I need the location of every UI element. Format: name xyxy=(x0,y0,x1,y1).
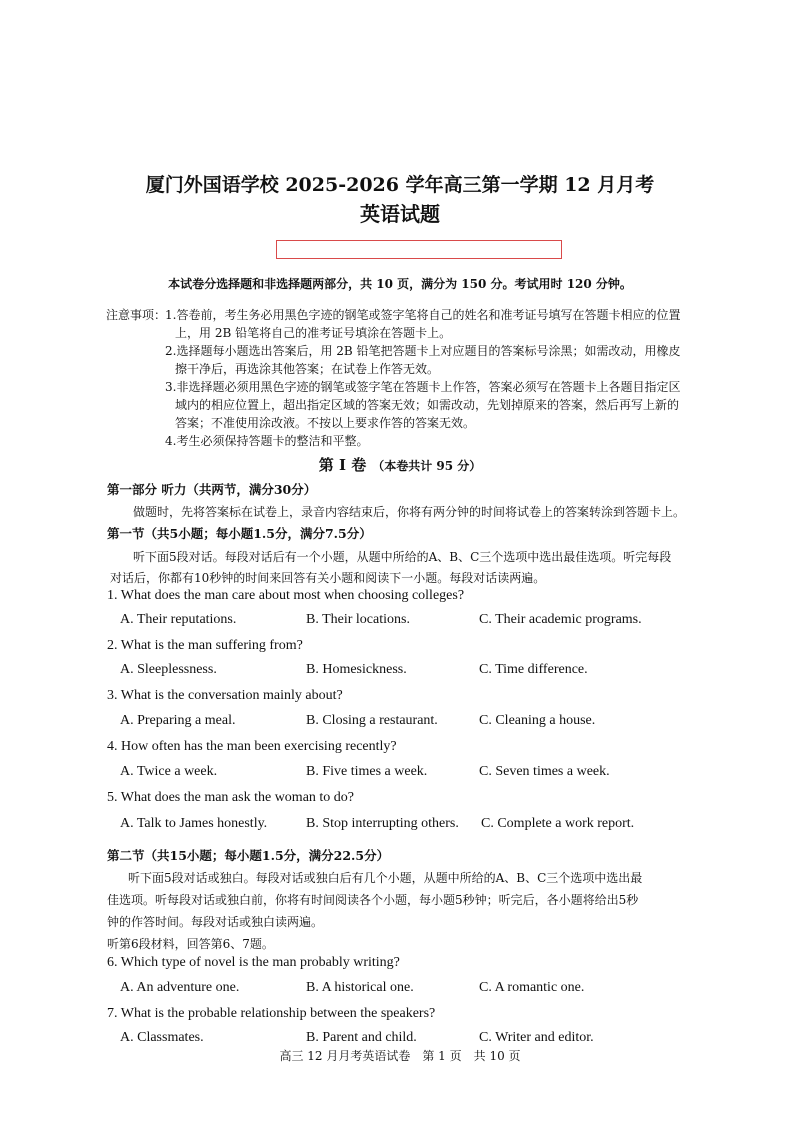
exam-intro: 本试卷分选择题和非选择题两部分，共 10 页，满分为 150 分。考试用时 120 分钟。 xyxy=(168,277,632,291)
option-a: A. Twice a week. xyxy=(120,764,218,779)
option-a: A. Talk to James honestly. xyxy=(120,816,268,831)
option-c: C. Cleaning a house. xyxy=(479,713,596,728)
material-note: 听第6段材料，回答第6、7题。 xyxy=(107,937,274,951)
option-c: C. Complete a work report. xyxy=(481,816,635,831)
notice-line: 答案；不准使用涂改液。不按以上要求作答的答案无效。 xyxy=(175,416,476,430)
option-b: B. Five times a week. xyxy=(306,764,428,779)
option-b: B. Stop interrupting others. xyxy=(306,816,459,831)
option-a: A. Sleeplessness. xyxy=(120,662,217,677)
option-a: A. Preparing a meal. xyxy=(120,713,236,728)
section-2-heading: 第二节（共15小题；每小题1.5分，满分22.5分） xyxy=(107,848,390,863)
section-note: （本卷共计 95 分） xyxy=(372,459,482,473)
section-1-instruction: 听下面5段对话。每段对话后有一个小题，从题中所给的A、B、C三个选项中选出最佳选项。听完每段 xyxy=(133,550,672,564)
option-a: A. An adventure one. xyxy=(120,980,240,995)
option-b: B. Closing a restaurant. xyxy=(306,713,438,728)
question-text: 6. Which type of novel is the man probably writing? xyxy=(107,955,400,970)
section-1-heading: 第一节（共5小题；每小题1.5分，满分7.5分） xyxy=(107,526,372,541)
exam-subtitle: 英语试题 xyxy=(360,202,440,226)
notice-line: 2.选择题每小题选出答案后，用 2B 铅笔把答题卡上对应题目的答案标号涂黑；如需改动，用橡皮 xyxy=(165,344,681,358)
notice-line: 擦干净后，再选涂其他答案；在试卷上作答无效。 xyxy=(175,362,440,376)
option-b: B. Homesickness. xyxy=(306,662,407,677)
option-c: C. Time difference. xyxy=(479,662,588,677)
question-text: 1. What does the man care about most when choosing colleges? xyxy=(107,588,465,603)
question-text: 4. How often has the man been exercising recently? xyxy=(107,739,397,754)
option-b: B. A historical one. xyxy=(306,980,414,995)
notice-line: 4.考生必须保持答题卡的整洁和平整。 xyxy=(165,434,369,448)
option-c: C. Their academic programs. xyxy=(479,612,642,627)
notice-line: 上，用 2B 铅笔将自己的准考证号填涂在答题卡上。 xyxy=(175,326,452,340)
option-c: C. Seven times a week. xyxy=(479,764,610,779)
notice-line: 1.答卷前，考生务必用黑色字迹的钢笔或签字笔将自己的姓名和准考证号填写在答题卡相应的位置 xyxy=(165,308,681,322)
question-text: 5. What does the man ask the woman to do? xyxy=(107,790,355,805)
part-instruction: 做题时，先将答案标在试卷上，录音内容结束后，你将有两分钟的时间将试卷上的答案转涂到答题卡上。 xyxy=(133,505,686,519)
option-b: B. Their locations. xyxy=(306,612,410,627)
notice-label: 注意事项： xyxy=(106,308,167,322)
section-2-instruction: 钟的作答时间。每段对话或独白读两遍。 xyxy=(107,915,324,929)
option-c: C. Writer and editor. xyxy=(479,1030,594,1045)
option-a: A. Their reputations. xyxy=(120,612,237,627)
page-footer: 高三 12 月月考英语试卷 第 1 页 共 10 页 xyxy=(279,1049,521,1063)
notice-line: 域内的相应位置上，超出指定区域的答案无效；如需改动，先划掉原来的答案，然后再写上新的 xyxy=(175,398,680,412)
section-2-instruction: 佳选项。听每段对话或独白前，你将有时间阅读各个小题，每小题5秒钟；听完后，各小题将给出5秒 xyxy=(107,893,639,907)
exam-title: 厦门外国语学校 2025-2026 学年高三第一学期 12 月月考 xyxy=(145,174,655,196)
section-2-instruction: 听下面5段对话或独白。每段对话或独白后有几个小题，从题中所给的A、B、C三个选项中选出最 xyxy=(128,871,643,885)
option-c: C. A romantic one. xyxy=(479,980,585,995)
question-text: 7. What is the probable relationship between the speakers? xyxy=(107,1006,436,1021)
question-text: 2. What is the man suffering from? xyxy=(107,638,303,653)
question-text: 3. What is the conversation mainly about? xyxy=(107,688,343,703)
section-title: 第 I 卷 xyxy=(318,456,367,474)
student-info-box xyxy=(276,240,562,259)
part-heading: 第一部分 听力（共两节，满分30分） xyxy=(107,482,317,497)
notice-line: 3.非选择题必须用黑色字迹的钢笔或签字笔在答题卡上作答，答案必须写在答题卡上各题目指定区 xyxy=(165,380,681,394)
section-heading xyxy=(0,454,800,475)
option-a: A. Classmates. xyxy=(120,1030,204,1045)
option-b: B. Parent and child. xyxy=(306,1030,417,1045)
section-1-instruction: 对话后，你都有10秒钟的时间来回答有关小题和阅读下一小题。每段对话读两遍。 xyxy=(110,571,546,585)
